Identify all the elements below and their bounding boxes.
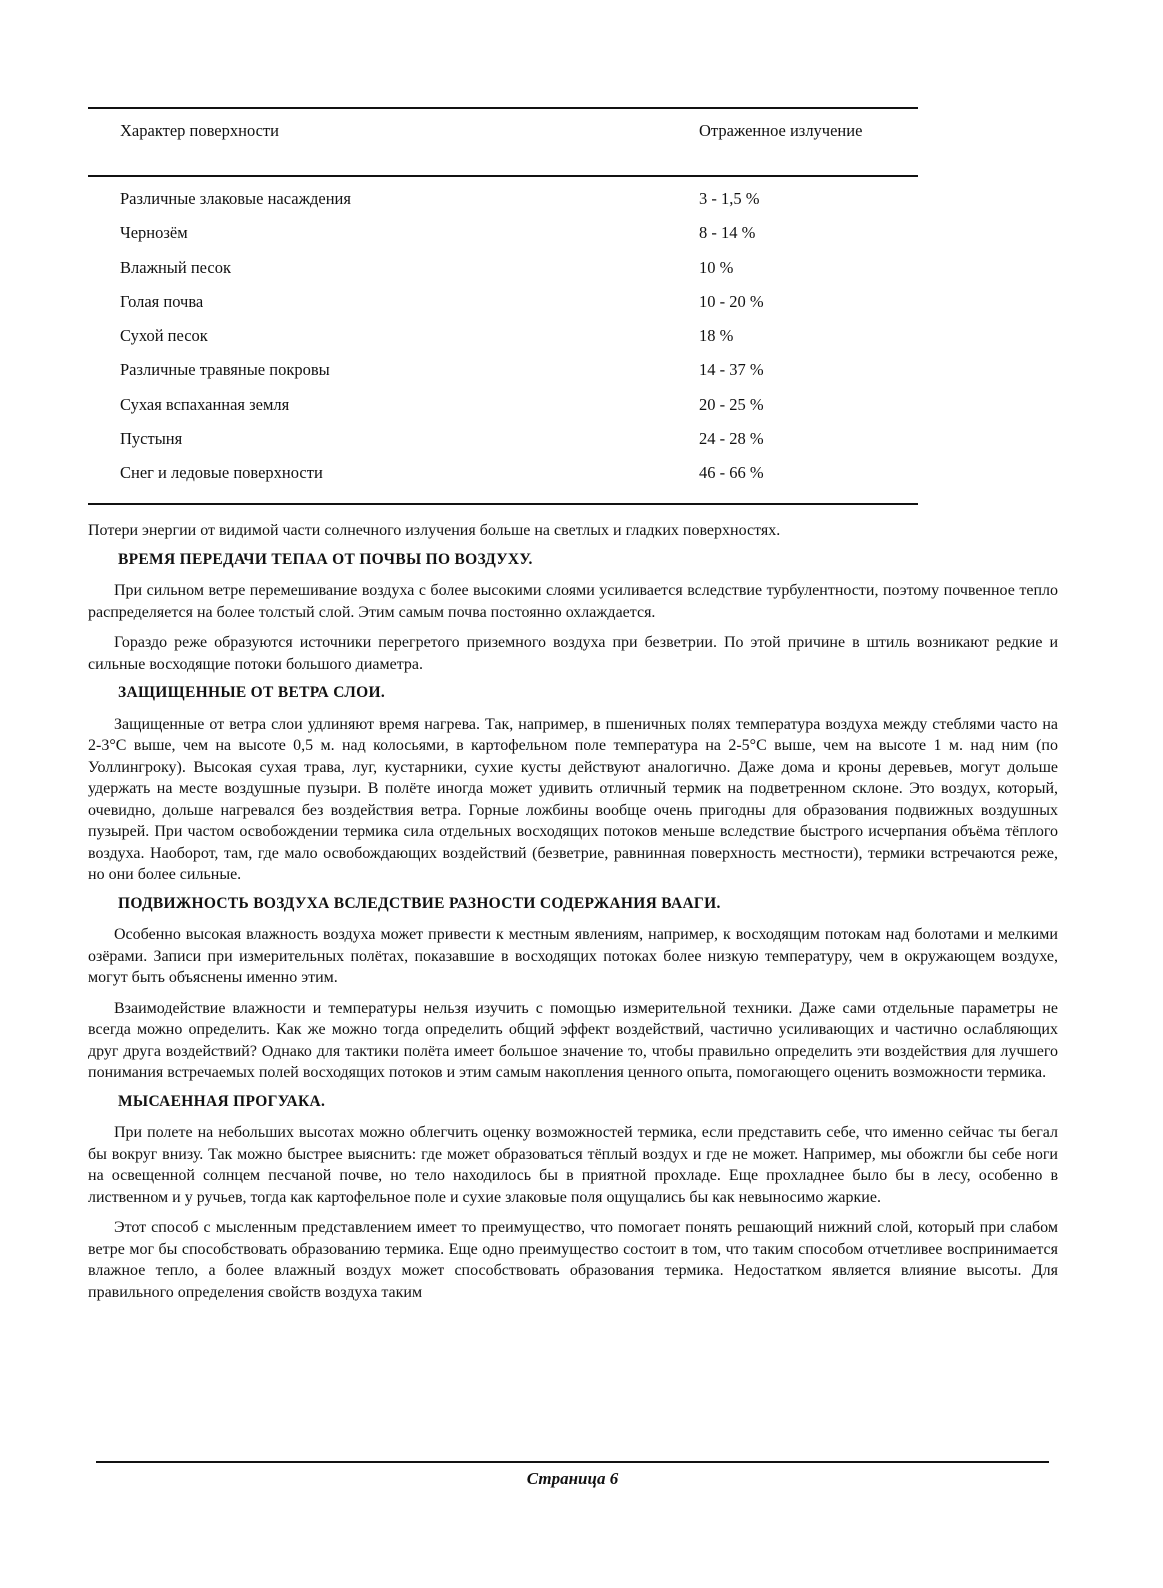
paragraph: Особенно высокая влажность воздуха может привести к местным явлениям, например, к восходящим потокам над болотами и мелкими озёрами. Записи при измерительных полётах, показавшие в восходящих потоках более низкую температуру, чем в окружающем воздухе, могут быть объяснены именно этим. <box>88 926 1058 986</box>
paragraph: При сильном ветре перемешивание воздуха с более высокими слоями усиливается вследствие турбулентности, поэтому почвенное тепло распределяется на более толстый слой. Этим самым почва постоянно охлаждается. <box>88 582 1058 621</box>
footer-rule <box>96 1461 1049 1463</box>
row-surface: Голая почва <box>120 291 204 311</box>
paragraph: Гораздо реже образуются источники перегретого приземного воздуха при безветрии. По этой причине в штиль возникают редкие и сильные восходящие потоки большого диаметра. <box>88 634 1058 673</box>
table-row <box>88 360 918 394</box>
row-surface: Сухой песок <box>120 326 208 346</box>
header-reflected: Отраженное излучение <box>699 121 863 140</box>
body-text <box>88 520 1058 1303</box>
row-value: 14 - 37 % <box>699 360 764 380</box>
row-value: 24 - 28 % <box>699 429 764 449</box>
row-surface: Различные травяные покровы <box>120 360 330 380</box>
reflection-table <box>88 107 918 505</box>
paragraph: Защищенные от ветра слои удлиняют время нагрева. Так, например, в пшеничных полях температура воздуха между стеблями часто на 2-3°С выше, чем на высоте 0,5 м. над колосьями, в картофельном поле температура на 2-5°С выше, чем на высоте 1 м. над ним (по Уоллингроку). Высокая сухая трава, луг, кустарники, сухие кусты действуют аналогично. Даже дома и кроны деревьев, могут дольше удержать на месте воздушные пузыри. В полёте иногда может удивить отличный термик на подветренном склоне. Это воздух, который, очевидно, дольше нагревался без воздействия ветра. Горные ложбины вообще очень пригодны для образования подвижных воздушных пузырей. При частом освобождении термика сила отдельных восходящих потоков меньше вследствие быстрого исчерпания объёма тёплого воздуха. Наоборот, там, где мало освобождающих воздействий (безветрие, равнинная поверхность местности), термики встречаются реже, но они более сильные. <box>88 715 1058 883</box>
row-surface: Снег и ледовые поверхности <box>120 463 323 483</box>
header-surface: Характер поверхности <box>120 121 279 140</box>
table-row <box>88 429 918 463</box>
row-surface: Влажный песок <box>120 257 231 277</box>
row-value: 3 - 1,5 % <box>699 189 760 208</box>
row-surface: Различные злаковые насаждения <box>120 189 351 208</box>
intro-paragraph: Потери энергии от видимой части солнечного излучения больше на светлых и гладких поверхностях. <box>88 522 781 539</box>
row-value: 8 - 14 % <box>699 223 756 243</box>
table-row <box>88 326 918 360</box>
table-row <box>88 189 918 223</box>
table-row <box>88 258 918 292</box>
row-value: 46 - 66 % <box>699 463 764 483</box>
table-body <box>88 177 918 503</box>
table-row <box>88 292 918 326</box>
row-value: 18 % <box>699 326 734 346</box>
paragraph: При полете на небольших высотах можно облегчить оценку возможностей термика, если представить себе, что именно сейчас ты бегал бы вокруг внизу. Так можно быстрее выяснить: где может образоваться тёплый воздух и где не может. Например, мы обожгли бы себе ноги на освещенной солнцем песчаной почве, но тело находилось бы в приятной прохладе. Еще прохладнее было бы в лесу, особенно в лиственном и у ручьев, тогда как картофельное поле и сухие злаковые поля ощущались бы как невыносимо жаркие. <box>88 1124 1058 1206</box>
row-value: 10 - 20 % <box>699 291 764 311</box>
row-surface: Чернозём <box>120 223 188 243</box>
row-surface: Пустыня <box>120 429 183 449</box>
row-surface: Сухая вспаханная земля <box>120 394 290 414</box>
table-row <box>88 223 918 257</box>
table-row <box>88 395 918 429</box>
paragraph: Этот способ с мысленным представлением имеет то преимущество, что помогает понять решающий нижний слой, который при слабом ветре мог бы способствовать образованию термика. Еще одно преимущество состоит в том, что таким способом отчетливее воспринимается влажное тепло, а более влажный воздух может способствовать образования термика. Недостатком является влияние высоты. Для правильного определения свойств воздуха таким <box>88 1219 1058 1301</box>
row-value: 10 % <box>699 257 734 277</box>
table-header <box>88 109 918 175</box>
section-heading: МЫСАЕННАЯ ПРОГУАКА. <box>118 1092 326 1110</box>
section-heading: ПОДВИЖНОСТЬ ВОЗДУХА ВСЛЕДСТВИЕ РАЗНОСТИ СОДЕРЖАНИЯ ВААГИ. <box>118 894 721 912</box>
section-heading: ВРЕМЯ ПЕРЕДАЧИ ТЕПАА ОТ ПОЧВЫ ПО ВОЗДУХУ. <box>118 550 533 568</box>
row-value: 20 - 25 % <box>699 394 764 414</box>
paragraph: Взаимодействие влажности и температуры нельзя изучить с помощью измерительной техники. Даже сами отдельные параметры не всегда можно определить. Как же можно тогда определить общий эффект воздействий, частично усиливающих и частично ослабляющих друг друга воздействий? Однако для тактики полёта имеет большое значение то, чтобы правильно определить эти воздействия для лучшего понимания встречаемых полей восходящих потоков и этим самым накопления ценного опыта, помогающего оценить возможности термика. <box>88 999 1058 1081</box>
page-footer <box>96 1461 1049 1489</box>
table-bottom-rule <box>88 503 918 505</box>
page-number: Страница 6 <box>526 1469 619 1488</box>
section-heading: ЗАЩИЩЕННЫЕ ОТ ВЕТРА СЛОИ. <box>118 684 386 701</box>
table-row <box>88 463 918 497</box>
